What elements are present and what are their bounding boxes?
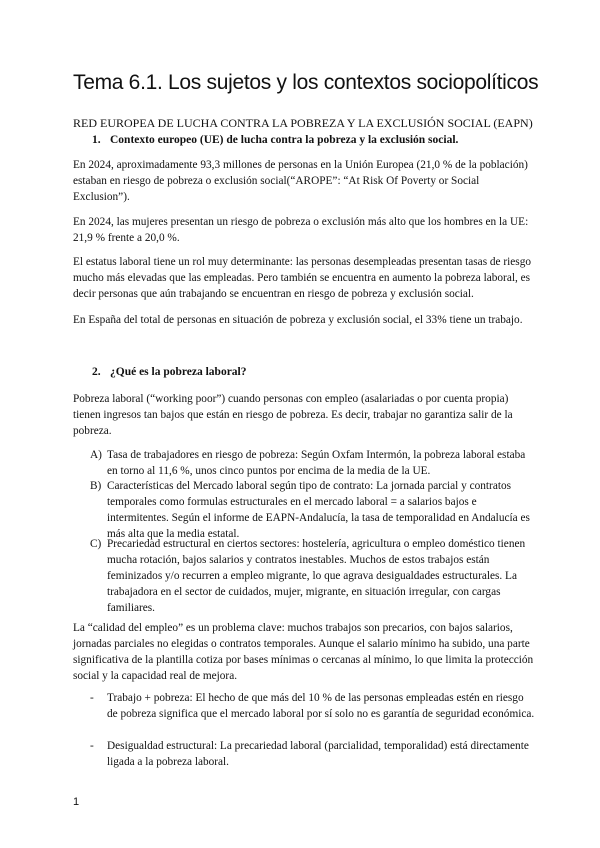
list-marker-c: C) (90, 538, 102, 550)
paragraph-labor-status: El estatus laboral tiene un rol muy determinante: las personas desempleadas presentan tasas de riesgo mucho más elevadas que las empleadas. Pero también se encuentra en aumento la pobreza laboral, es decir personas que aún trabajando se encuentran en riesgo de pobreza y exclusión social. (73, 256, 532, 300)
section-2-heading (92, 365, 247, 380)
page-number: 1 (73, 796, 80, 808)
list-marker-a: A) (90, 449, 102, 461)
list-text-b: Características del Mercado laboral según tipo de contrato: La jornada parcial y contratos temporales como formulas estructurales en el mercado laboral = a salarios bajos e intermitentes. Según el informe de EAPN-Andalucía, la tasa de temporalidad en Andalucía es más alta que la media estatal. (107, 480, 530, 540)
section-1-title: Contexto europeo (UE) de lucha contra la pobreza y la exclusión social. (110, 134, 459, 146)
bullet-marker-2: - (90, 740, 94, 752)
paragraph-gender-risk: En 2024, las mujeres presentan un riesgo de pobreza o exclusión más alto que los hombres en la UE: 21,9 % frente a 20,0 %. (73, 216, 529, 244)
paragraph-employment-quality: La “calidad del empleo” es un problema clave: muchos trabajos son precarios, con bajos salarios, jornadas parciales no elegidas o contratos temporales. Aunque el salario mínimo ha subido, una parte significativa de la plantilla cotiza por bases mínimas o cercanas al mínimo, lo que limita la protección social y la capacidad real de mejora. (73, 622, 534, 682)
section-2-number: 2. (92, 366, 101, 378)
bullet-marker-1: - (90, 692, 94, 704)
list-item-c (90, 536, 535, 616)
paragraph-eu-population: En 2024, aproximadamente 93,3 millones de personas en la Unión Europea (21,0 % de la población) estaban en riesgo de pobreza o exclusión social(“AROPE”: “At Risk Of Poverty or Social Exclusion”). (73, 159, 528, 203)
section-1-number: 1. (92, 134, 101, 146)
paragraph-spain-work: En España del total de personas en situación de pobreza y exclusión social, el 33% tiene un trabajo. (73, 314, 523, 326)
list-text-c: Precariedad estructural en ciertos sectores: hostelería, agricultura o empleo doméstico tienen mucha rotación, bajos salarios y contratos inestables. Muchos de estos trabajos están feminizados y/o recurren a empleo migrante, lo que agrava desigualdades estructurales. La trabajadora en el sector de cuidados, mujer, migrante, en situación irregular, con cargas familiares. (107, 538, 526, 614)
paragraph-working-poor: Pobreza laboral (“working poor”) cuando personas con empleo (asalariadas o por cuenta propia) tienen ingresos tan bajos que están en riesgo de pobreza. Es decir, trabajar no garantiza salir de la pobreza. (73, 393, 513, 437)
bullet-text-1: Trabajo + pobreza: El hecho de que más del 10 % de las personas empleadas estén en riesgo de pobreza significa que el mercado laboral por sí solo no es garantía de seguridad económica. (107, 692, 535, 720)
bullet-text-2: Desigualdad estructural: La precariedad laboral (parcialidad, temporalidad) está directamente ligada a la pobreza laboral. (107, 740, 529, 768)
organization-subtitle: RED EUROPEA DE LUCHA CONTRA LA POBREZA Y LA EXCLUSIÓN SOCIAL (EAPN) (73, 116, 533, 130)
section-2-title: ¿Qué es la pobreza laboral? (110, 366, 247, 378)
section-1-heading (92, 133, 458, 148)
list-marker-b: B) (90, 480, 102, 492)
bullet-item-structural-inequality (90, 738, 535, 770)
list-text-a: Tasa de trabajadores en riesgo de pobreza: Según Oxfam Intermón, la pobreza laboral estaba en torno al 11,6 %, unos cinco puntos por encima de la media de la UE. (107, 449, 526, 477)
list-item-b (90, 478, 535, 542)
page-title: Tema 6.1. Los sujetos y los contextos sociopolíticos (73, 71, 539, 94)
list-item-a (90, 447, 535, 479)
bullet-item-work-poverty (90, 690, 535, 722)
